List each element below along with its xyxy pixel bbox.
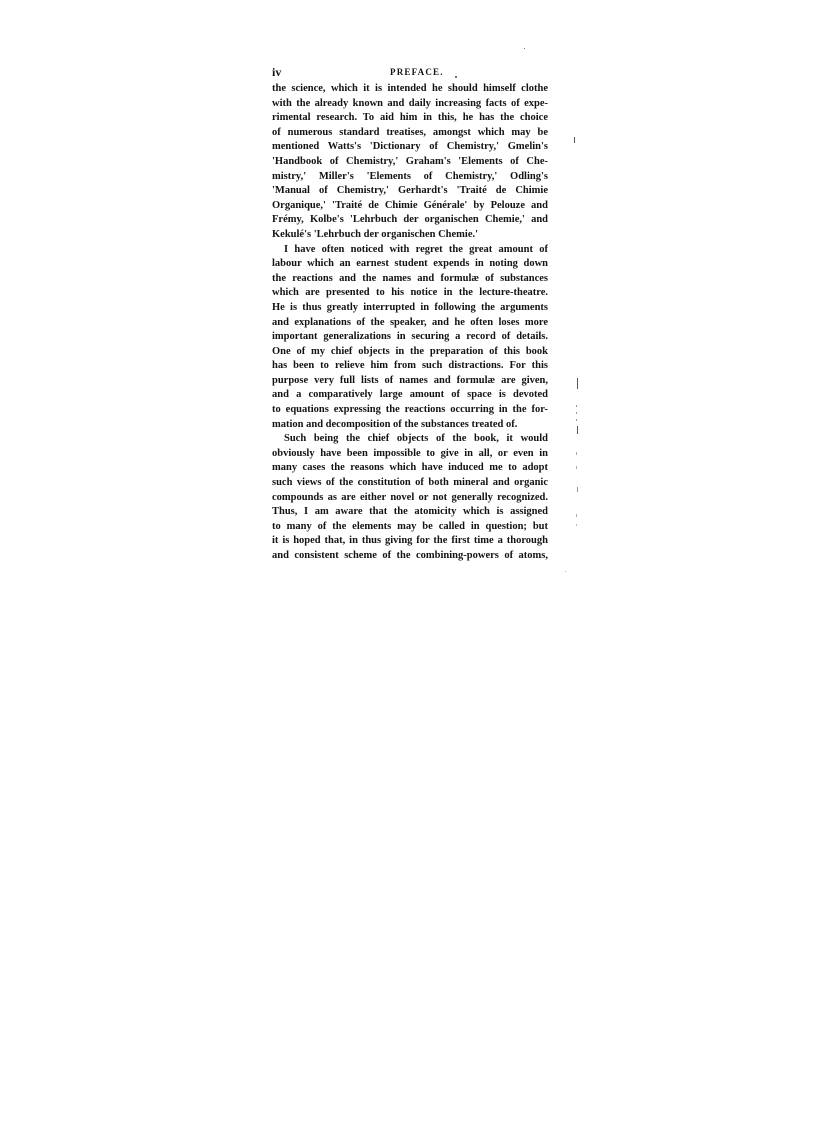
text-line: which are presented to his notice in the lecture-theatre. [272,287,548,299]
running-head [272,64,548,80]
text-line: the reactions and the names and formulæ of substances [272,272,548,284]
text-line: 'Handbook of Chemistry,' Graham's 'Elements of Che- [272,155,548,167]
text-line: I have often noticed with regret the great amount of [284,243,548,255]
scan-margin-mark [577,426,578,434]
text-line: One of my chief objects in the preparation of this book [272,345,548,357]
scan-margin-mark [576,452,577,455]
body-text [272,82,548,564]
text-line: mation and decomposition of the substances treated of. [272,418,518,430]
scan-margin-mark [577,487,578,492]
text-line: with the already known and daily increasing facts of expe- [272,97,548,109]
text-line: has been to relieve him from such distractions. For this [272,360,548,372]
text-line: Such being the chief objects of the book, it would [284,433,548,445]
text-line: Organique,' 'Traité de Chimie Générale' by Pelouze and [272,199,548,211]
page-number: iv [272,65,282,79]
text-line: mentioned Watts's 'Dictionary of Chemistry,' Gmelin's [272,141,548,153]
text-line: to equations expressing the reactions occurring in the for- [272,404,548,416]
text-line: Kekulé's 'Lehrbuch der organischen Chemie.' [272,228,479,240]
text-line: the science, which it is intended he should himself clothe [272,83,548,94]
scan-speck [524,48,525,49]
text-line: and explanations of the speaker, and he often loses more [272,316,548,328]
scan-margin-mark [576,405,577,407]
text-line: Thus, I am aware that the atomicity which is assigned [272,506,548,518]
text-line: 'Manual of Chemistry,' Gerhardt's 'Traité de Chimie [272,185,548,197]
scan-margin-mark [576,419,577,421]
scan-speck [565,571,566,572]
scan-margin-mark [576,412,577,414]
text-line: mistry,' Miller's 'Elements of Chemistry,' Odling's [272,170,548,182]
text-line: He is thus greatly interrupted in following the arguments [272,301,548,313]
text-line: many cases the reasons which have induced me to adopt [272,462,548,474]
text-line: labour which an earnest student expends in noting down [272,258,548,270]
text-line: compounds as are either novel or not generally recognized. [272,491,548,503]
text-line: and consistent scheme of the combining-powers of atoms, [272,550,548,561]
text-line: purpose very full lists of names and formulæ are given, [272,374,548,386]
text-line: obviously have been impossible to give in all, or even in [272,447,548,459]
text-line: and a comparatively large amount of space is devoted [272,389,548,401]
text-line: of numerous standard treatises, amongst which may be [272,126,548,138]
text-line: rimental research. To aid him in this, he has the choice [272,112,548,124]
text-line: important generalizations in securing a record of details. [272,331,548,343]
text-line: such views of the constitution of both mineral and organic [272,477,548,489]
running-title: PREFACE. [390,67,444,77]
scan-speck [455,76,457,78]
text-line: Frémy, Kolbe's 'Lehrbuch der organischen Chemie,' and [272,214,548,226]
text-line: it is hoped that, in thus giving for the first time a thorough [272,535,548,547]
scan-margin-mark [576,514,577,517]
scan-margin-mark [574,137,575,143]
scan-margin-mark [576,466,577,469]
scan-margin-mark [576,524,577,526]
text-line: to many of the elements may be called in question; but [272,520,548,532]
scan-margin-mark [577,378,578,389]
